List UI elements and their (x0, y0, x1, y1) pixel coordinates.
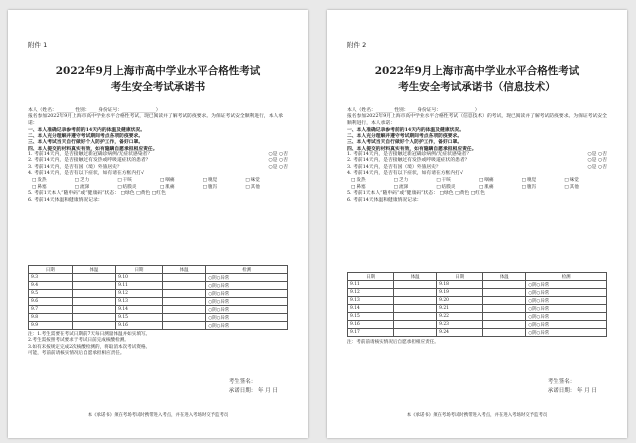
date-cell: 9.16 (348, 321, 394, 329)
symptom-checkbox[interactable]: □ 味觉 (245, 177, 288, 184)
date-cell: 9.24 (437, 329, 483, 337)
temp-cell[interactable] (394, 281, 437, 289)
test-cell[interactable]: ○阴○异常 (526, 281, 607, 289)
pledge-4: 四、本人提交的材料真实有效，如有隐瞒自愿承担相应责任。 (28, 145, 158, 152)
question-6: 6. 考前14天体温和健康情况记录： (347, 197, 422, 203)
symptom-checkbox[interactable]: □ 咽痛 (160, 177, 203, 184)
doc-body (347, 108, 607, 204)
date-cell: 9.12 (116, 290, 163, 298)
date-cell: 9.5 (29, 290, 73, 298)
question-2: 2. 考前14天内，是否接触过有发热或呼吸道症状的患者？ ○是 ○否 (28, 158, 288, 164)
temp-cell[interactable] (162, 282, 206, 290)
date-cell: 9.15 (348, 313, 394, 321)
test-cell[interactable]: ○阴○异常 (206, 274, 288, 282)
symptom-checkbox[interactable]: □ 流涕 (394, 184, 437, 191)
question-4: 4. 考前14天内，是否有以下症状，如有请在方框内打√ (347, 170, 463, 176)
date-label[interactable]: 承诺日期： 年 月 日 (547, 388, 597, 394)
table-row (29, 282, 288, 290)
date-cell: 9.15 (116, 314, 163, 322)
table-header-row (29, 266, 288, 274)
test-cell[interactable]: ○阴○异常 (206, 290, 288, 298)
question-5: 5. 考前1天本人“随申码”或“健康码”状态： □绿色 □黄色 □红色 (28, 191, 166, 197)
yes-no-options[interactable]: ○是 ○否 (268, 152, 288, 158)
date-cell: 9.17 (348, 329, 394, 337)
pledge-1: 一、本人准确记录参考前的14天内的体温及健康状况。 (347, 126, 465, 133)
date-cell: 9.13 (348, 297, 394, 305)
pledge-2: 二、本人充分理解并遵守考试期间考点各项防疫要求。 (28, 133, 144, 140)
doc-title-line2: 考生安全考试承诺书（信息技术） (398, 81, 556, 93)
symptom-checkbox[interactable]: □ 肌痛 (479, 184, 522, 191)
document-page-2 (327, 10, 627, 438)
test-cell[interactable]: ○阴○异常 (526, 321, 607, 329)
doc-body (28, 108, 288, 204)
date-cell: 9.10 (116, 274, 163, 282)
table-row (29, 298, 288, 306)
temp-cell[interactable] (394, 321, 437, 329)
date-cell: 9.20 (437, 297, 483, 305)
question-3: 3. 考前14天内，是否有国（境）外旅居史？ ○是 ○否 (28, 164, 288, 170)
pledge-3: 三、本人考试当天自行做好个人防护工作，备好口罩。 (28, 139, 144, 146)
yes-no-options[interactable]: ○是 ○否 (587, 158, 607, 164)
temp-cell[interactable] (72, 322, 116, 330)
table-row (348, 329, 607, 337)
question-1: 1. 考前14天内，是否接触过新冠确诊病例/无症状感染者？ ○是 ○否 (28, 152, 288, 158)
temp-cell[interactable] (394, 305, 437, 313)
yes-no-options[interactable]: ○是 ○否 (587, 164, 607, 170)
symptom-checkbox[interactable]: □ 腹泻 (203, 184, 246, 191)
temp-cell[interactable] (162, 306, 206, 314)
note-line: 注：1.考生需要在考试日期前7天每日测量体温并如实填写。 (28, 332, 151, 337)
table-row (29, 290, 288, 298)
temp-cell[interactable] (483, 329, 526, 337)
temp-cell[interactable] (483, 313, 526, 321)
temp-cell[interactable] (72, 314, 116, 322)
date-cell: 9.4 (29, 282, 73, 290)
symptom-checkbox[interactable]: □ 乏力 (75, 177, 118, 184)
temp-cell[interactable] (394, 313, 437, 321)
temp-cell[interactable] (394, 289, 437, 297)
col-header: 检测 (526, 273, 607, 281)
date-cell: 9.18 (437, 281, 483, 289)
symptom-checkbox[interactable]: □ 咽痛 (479, 177, 522, 184)
symptom-checkbox[interactable]: □ 嗅觉 (203, 177, 246, 184)
doc-title-line2: 考生安全考试承诺书 (110, 81, 206, 93)
table-row (348, 289, 607, 297)
date-cell: 9.11 (116, 282, 163, 290)
table-row (29, 322, 288, 330)
document-page-1 (8, 10, 308, 438)
temperature-table (347, 272, 607, 337)
question-2: 2. 考前14天内，是否接触过有发热或呼吸道症状的患者？ ○是 ○否 (347, 158, 607, 164)
col-header: 日期 (116, 266, 163, 274)
col-header: 体温 (483, 273, 526, 281)
attachment-label: 附件 2 (347, 41, 367, 49)
temp-cell[interactable] (394, 329, 437, 337)
question-3: 3. 考前14天内，是否有国（境）外旅居史？ ○是 ○否 (347, 164, 607, 170)
col-header: 体温 (394, 273, 437, 281)
symptom-checkbox[interactable]: □ 发热 (32, 177, 75, 184)
symptom-checkbox[interactable]: □ 流涕 (75, 184, 118, 191)
yes-no-options[interactable]: ○是 ○否 (268, 164, 288, 170)
footer-note: 本《承诺书》须在考场考试时携带进入考点，并在进入考场时交予监考员 (406, 413, 548, 418)
date-label[interactable]: 承诺日期： 年 月 日 (228, 388, 278, 394)
date-cell: 9.6 (29, 298, 73, 306)
temp-cell[interactable] (72, 282, 116, 290)
doc-title-line1: 2022年9月上海市高中学业水平合格性考试 (55, 65, 261, 77)
date-cell: 9.9 (29, 322, 73, 330)
temp-cell[interactable] (483, 305, 526, 313)
col-header: 日期 (348, 273, 394, 281)
col-header: 检测 (206, 266, 288, 274)
date-cell: 9.13 (116, 298, 163, 306)
col-header: 体温 (162, 266, 206, 274)
date-cell: 9.14 (116, 306, 163, 314)
signature-label[interactable]: 考生签名： (228, 379, 257, 385)
temperature-table (28, 265, 288, 330)
pledge-2: 二、本人充分理解并遵守考试期间考点各项防疫要求。 (347, 133, 463, 140)
temp-cell[interactable] (72, 306, 116, 314)
col-header: 体温 (72, 266, 116, 274)
col-header: 日期 (437, 273, 483, 281)
temp-cell[interactable] (162, 322, 206, 330)
question-6: 6. 考前14天体温和健康情况记录： (28, 197, 103, 203)
pledge-4: 四、本人提交的材料真实有效，如有隐瞒自愿承担相应责任。 (347, 145, 477, 152)
intro-line: 本人（姓名：_______ 性别：___ 身份证号：______________） (28, 108, 161, 113)
symptom-checkbox[interactable]: □ 发热 (351, 177, 394, 184)
temp-cell[interactable] (394, 297, 437, 305)
signature-block (548, 378, 597, 396)
symptom-checkbox[interactable]: □ 干咳 (117, 177, 160, 184)
signature-label[interactable]: 考生签名： (547, 379, 576, 385)
symptom-checkbox[interactable]: □ 肌痛 (160, 184, 203, 191)
table-row (29, 274, 288, 282)
col-header: 日期 (29, 266, 73, 274)
temp-cell[interactable] (72, 290, 116, 298)
note-line: 2.考生需按照考试要求于考试日前完成核酸检测。 (28, 338, 129, 344)
test-cell[interactable]: ○阴○异常 (206, 322, 288, 330)
date-cell: 9.12 (348, 289, 394, 297)
pledge-1: 一、本人准确记录参考前的14天内的体温及健康状况。 (28, 126, 146, 133)
notes (347, 340, 607, 346)
date-cell: 9.3 (29, 274, 73, 282)
temp-cell[interactable] (162, 314, 206, 322)
test-cell[interactable]: ○阴○异常 (206, 298, 288, 306)
date-cell: 9.11 (348, 281, 394, 289)
temp-cell[interactable] (483, 289, 526, 297)
temp-cell[interactable] (72, 298, 116, 306)
test-cell[interactable]: ○阴○异常 (526, 289, 607, 297)
symptom-checkbox[interactable]: □ 鼻塞 (32, 184, 75, 191)
note-line: 注：考前前请核实情况后自愿承担相应责任。 (347, 340, 439, 345)
symptom-checkbox[interactable]: □ 结膜炎 (436, 184, 479, 191)
symptom-checklist (32, 177, 288, 191)
date-cell: 9.21 (437, 305, 483, 313)
symptom-checkbox[interactable]: □ 鼻塞 (351, 184, 394, 191)
yes-no-options[interactable]: ○是 ○否 (268, 158, 288, 164)
temp-cell[interactable] (483, 297, 526, 305)
test-cell[interactable]: ○阴○异常 (206, 306, 288, 314)
yes-no-options[interactable]: ○是 ○否 (587, 152, 607, 158)
temp-cell[interactable] (162, 298, 206, 306)
table-row (29, 306, 288, 314)
temp-cell[interactable] (162, 274, 206, 282)
symptom-checkbox[interactable]: □ 味觉 (564, 177, 607, 184)
test-cell[interactable]: ○阴○异常 (206, 314, 288, 322)
symptom-checkbox[interactable]: □ 乏力 (394, 177, 437, 184)
date-cell: 9.19 (437, 289, 483, 297)
attachment-label: 附件 1 (28, 41, 48, 49)
symptom-checkbox[interactable]: □ 干咳 (436, 177, 479, 184)
symptom-checkbox[interactable]: □ 腹泻 (522, 184, 565, 191)
note-line: 可能，考前前请核实情况后自愿承担相应责任。 (28, 351, 125, 357)
table-row (29, 314, 288, 322)
symptom-checklist (351, 177, 607, 191)
date-cell: 9.7 (29, 306, 73, 314)
question-5: 5. 考前1天本人“随申码”或“健康码”状态： □绿色 □黄色 □红色 (347, 191, 485, 197)
signature-block (229, 378, 278, 396)
date-cell: 9.23 (437, 321, 483, 329)
pledge-3: 三、本人考试当天自行做好个人防护工作，备好口罩。 (347, 139, 463, 146)
note-line: 3.如有未按规定完成2次核酸检测的，将取消本次考试资格。 (28, 344, 151, 350)
intro-text: 报名参加2022年9月上海市高中学业水平合格性考试（信息技术）的考试，现已阅读并了解考试防疫要求。为保证考试安全顺利进行，本人承诺： (347, 114, 607, 126)
table-row (348, 321, 607, 329)
question-4: 4. 考前14天内，是否有以下症状，如有请在方框内打√ (28, 170, 144, 176)
test-cell[interactable]: ○阴○异常 (526, 329, 607, 337)
symptom-checkbox[interactable]: □ 嗅觉 (522, 177, 565, 184)
symptom-checkbox[interactable]: □ 其他 (245, 184, 288, 191)
test-cell[interactable]: ○阴○异常 (526, 305, 607, 313)
temp-cell[interactable] (72, 274, 116, 282)
doc-title-line1: 2022年9月上海市高中学业水平合格性考试 (374, 65, 580, 77)
temp-cell[interactable] (483, 281, 526, 289)
date-cell: 9.8 (29, 314, 73, 322)
date-cell: 9.22 (437, 313, 483, 321)
symptom-checkbox[interactable]: □ 结膜炎 (117, 184, 160, 191)
table-header-row (348, 273, 607, 281)
date-cell: 9.14 (348, 305, 394, 313)
intro-line: 本人（姓名：_______ 性别：___ 身份证号：______________） (347, 108, 480, 113)
test-cell[interactable]: ○阴○异常 (526, 297, 607, 305)
temp-cell[interactable] (483, 321, 526, 329)
footer-note: 本《承诺书》须在考场考试时携带进入考点，并在进入考场时交予监考员 (87, 413, 229, 418)
test-cell[interactable]: ○阴○异常 (526, 313, 607, 321)
table-row (348, 313, 607, 321)
table-row (348, 305, 607, 313)
notes (28, 332, 288, 358)
intro-text: 报名参加2022年9月上海市高中学业水平合格性考试，现已阅读并了解考试防疫要求。为保证考试安全顺利进行，本人承诺： (28, 114, 284, 126)
symptom-checkbox[interactable]: □ 其他 (564, 184, 607, 191)
question-1: 1. 考前14天内，是否接触过新冠确诊病例/无症状感染者？ ○是 ○否 (347, 152, 607, 158)
temp-cell[interactable] (162, 290, 206, 298)
table-row (348, 297, 607, 305)
test-cell[interactable]: ○阴○异常 (206, 282, 288, 290)
date-cell: 9.16 (116, 322, 163, 330)
table-row (348, 281, 607, 289)
